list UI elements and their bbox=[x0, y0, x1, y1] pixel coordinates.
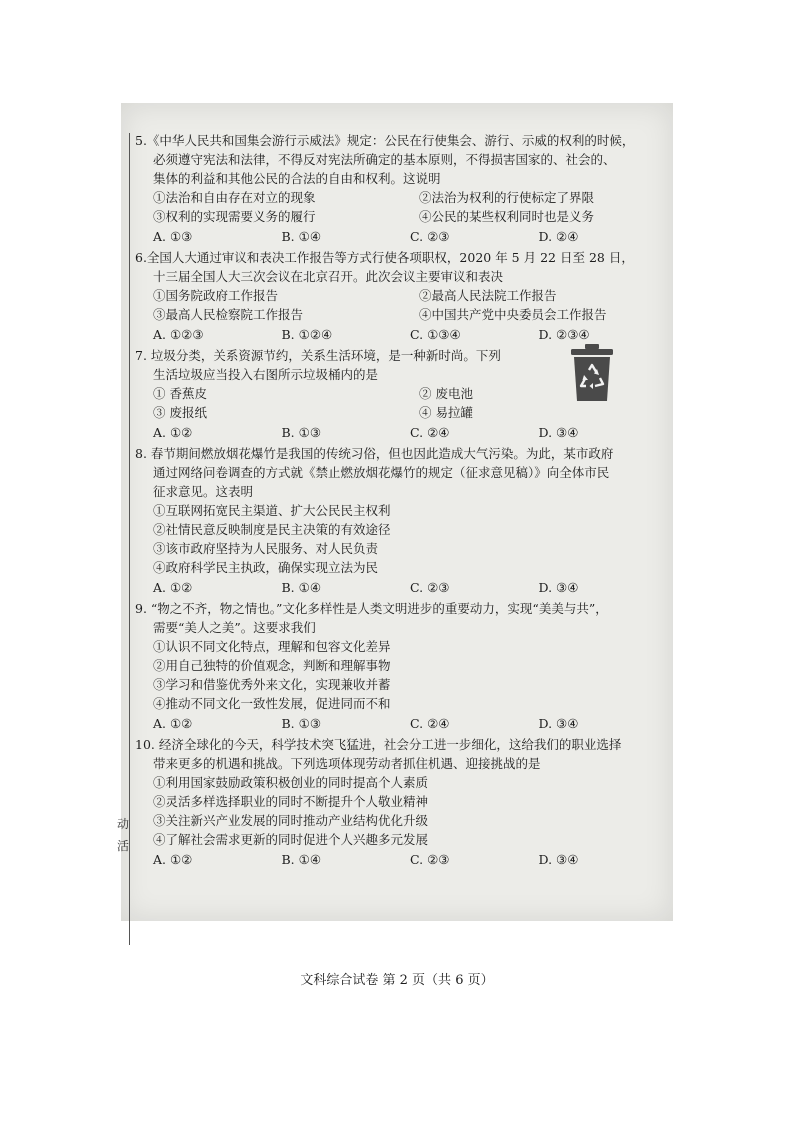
choice-d: D. ②④ bbox=[538, 229, 579, 244]
choice-b: B. ①③ bbox=[281, 425, 322, 440]
question-stem-line: 十三届全国人大三次会议在北京召开。此次会议主要审议和表决 bbox=[153, 269, 504, 284]
margin-line bbox=[129, 133, 130, 945]
question-stem-line: 必须遵守宪法和法律，不得反对宪法所确定的基本原则，不得损害国家的、社会的、 bbox=[153, 152, 616, 167]
choice-row bbox=[135, 324, 667, 345]
choice-a: A. ①③ bbox=[153, 229, 193, 244]
choice-c: C. ②④ bbox=[410, 716, 450, 731]
choice-row bbox=[135, 849, 667, 870]
choice-d: D. ③④ bbox=[538, 852, 579, 867]
question-9 bbox=[135, 599, 667, 734]
question-stem-line: 10. 经济全球化的今天，科学技术突飞猛进，社会分工进一步细化，这给我们的职业选择 bbox=[135, 737, 622, 752]
question-8 bbox=[135, 444, 667, 598]
statement: ①利用国家鼓励政策积极创业的同时提高个人素质 bbox=[153, 775, 429, 790]
question-stem-line: 5.《中华人民共和国集会游行示威法》规定：公民在行使集会、游行、示威的权利的时候， bbox=[135, 133, 635, 148]
statement: ③学习和借鉴优秀外来文化，实现兼收并蓄 bbox=[153, 677, 391, 692]
choice-d: D. ③④ bbox=[538, 580, 579, 595]
question-stem-line: 需要“美人之美”。这要求我们 bbox=[153, 620, 316, 635]
exam-paper bbox=[117, 103, 673, 988]
choice-d: D. ③④ bbox=[538, 425, 579, 440]
statement: ①认识不同文化特点，理解和包容文化差异 bbox=[153, 639, 391, 654]
statement: ②用自己独特的价值观念，判断和理解事物 bbox=[153, 658, 391, 673]
statement-row bbox=[135, 305, 667, 324]
statement: ④中国共产党中央委员会工作报告 bbox=[419, 307, 607, 322]
statement: ④推动不同文化一致性发展，促进同而不和 bbox=[153, 696, 391, 711]
statement-row bbox=[135, 286, 667, 305]
choice-b: B. ①④ bbox=[281, 580, 322, 595]
margin-char: 活 bbox=[117, 839, 130, 853]
choice-c: C. ②④ bbox=[410, 425, 450, 440]
choice-row bbox=[135, 577, 667, 598]
choice-b: B. ①③ bbox=[281, 716, 322, 731]
choice-a: A. ①② bbox=[153, 852, 193, 867]
recycle-bin-icon bbox=[569, 343, 615, 403]
statement: ②灵活多样选择职业的同时不断提升个人敬业精神 bbox=[153, 794, 429, 809]
statement-row bbox=[135, 403, 667, 422]
question-stem-line: 6.全国人大通过审议和表决工作报告等方式行使各项职权，2020 年 5 月 22 日至 28 日， bbox=[135, 250, 634, 265]
statement: ①法治和自由存在对立的现象 bbox=[153, 190, 316, 205]
statement: ③ 废报纸 bbox=[153, 405, 207, 420]
choice-a: A. ①②③ bbox=[153, 327, 204, 342]
statement: ② 废电池 bbox=[419, 386, 473, 401]
margin-char: 动 bbox=[117, 817, 130, 831]
statement: ④ 易拉罐 bbox=[419, 405, 473, 420]
choice-b: B. ①④ bbox=[281, 229, 322, 244]
statement: ④政府科学民主执政，确保实现立法为民 bbox=[153, 560, 379, 575]
question-stem-line: 9. “物之不齐，物之情也。”文化多样性是人类文明进步的重要动力，实现“美美与共”， bbox=[135, 601, 608, 616]
choice-c: C. ①③④ bbox=[410, 327, 461, 342]
choice-a: A. ①② bbox=[153, 716, 193, 731]
choice-row bbox=[135, 422, 667, 443]
question-stem-line: 生活垃圾应当投入右图所示垃圾桶内的是 bbox=[153, 367, 379, 382]
question-stem-line: 7. 垃圾分类，关系资源节约，关系生活环境，是一种新时尚。下列 bbox=[135, 348, 501, 363]
choice-row bbox=[135, 713, 667, 734]
choice-c: C. ②③ bbox=[410, 580, 450, 595]
choice-d: D. ③④ bbox=[538, 716, 579, 731]
statement: ②最高人民法院工作报告 bbox=[419, 288, 557, 303]
choice-c: C. ②③ bbox=[410, 229, 450, 244]
statement: ④了解社会需求更新的同时促进个人兴趣多元发展 bbox=[153, 832, 429, 847]
question-6 bbox=[135, 248, 667, 345]
statement: ①国务院政府工作报告 bbox=[153, 288, 279, 303]
question-stem-line: 征求意见。这表明 bbox=[153, 484, 254, 499]
choice-b: B. ①②④ bbox=[281, 327, 333, 342]
statement: ③关注新兴产业发展的同时推动产业结构优化升级 bbox=[153, 813, 429, 828]
page-footer: 文科综合试卷 第 2 页（共 6 页） bbox=[300, 973, 494, 988]
statement: ②法治为权利的行使标定了界限 bbox=[419, 190, 595, 205]
statement: ①互联网拓宽民主渠道、扩大公民民主权利 bbox=[153, 503, 391, 518]
choice-d: D. ②③④ bbox=[538, 327, 590, 342]
statement: ②社情民意反映制度是民主决策的有效途径 bbox=[153, 522, 391, 537]
statement: ③该市政府坚持为人民服务、对人民负责 bbox=[153, 541, 379, 556]
question-stem-line: 8. 春节期间燃放烟花爆竹是我国的传统习俗，但也因此造成大气污染。为此，某市政府 bbox=[135, 446, 614, 461]
choice-row bbox=[135, 226, 667, 247]
choice-a: A. ①② bbox=[153, 580, 193, 595]
choice-b: B. ①④ bbox=[281, 852, 322, 867]
statement: ① 香蕉皮 bbox=[153, 386, 207, 401]
question-stem-line: 带来更多的机遇和挑战。下列选项体现劳动者抓住机遇、迎接挑战的是 bbox=[153, 756, 541, 771]
questions bbox=[135, 131, 667, 871]
statement: ④公民的某些权利同时也是义务 bbox=[419, 209, 595, 224]
statement-row bbox=[135, 188, 667, 207]
choice-a: A. ①② bbox=[153, 425, 193, 440]
question-10 bbox=[135, 735, 667, 870]
question-stem-line: 集体的利益和其他公民的合法的自由和权利。这说明 bbox=[153, 171, 441, 186]
question-5 bbox=[135, 131, 667, 247]
statement-row bbox=[135, 207, 667, 226]
choice-c: C. ②③ bbox=[410, 852, 450, 867]
statement: ③权利的实现需要义务的履行 bbox=[153, 209, 316, 224]
question-stem-line: 通过网络问卷调查的方式就《禁止燃放烟花爆竹的规定（征求意见稿）》向全体市民 bbox=[153, 465, 610, 480]
statement: ③最高人民检察院工作报告 bbox=[153, 307, 304, 322]
